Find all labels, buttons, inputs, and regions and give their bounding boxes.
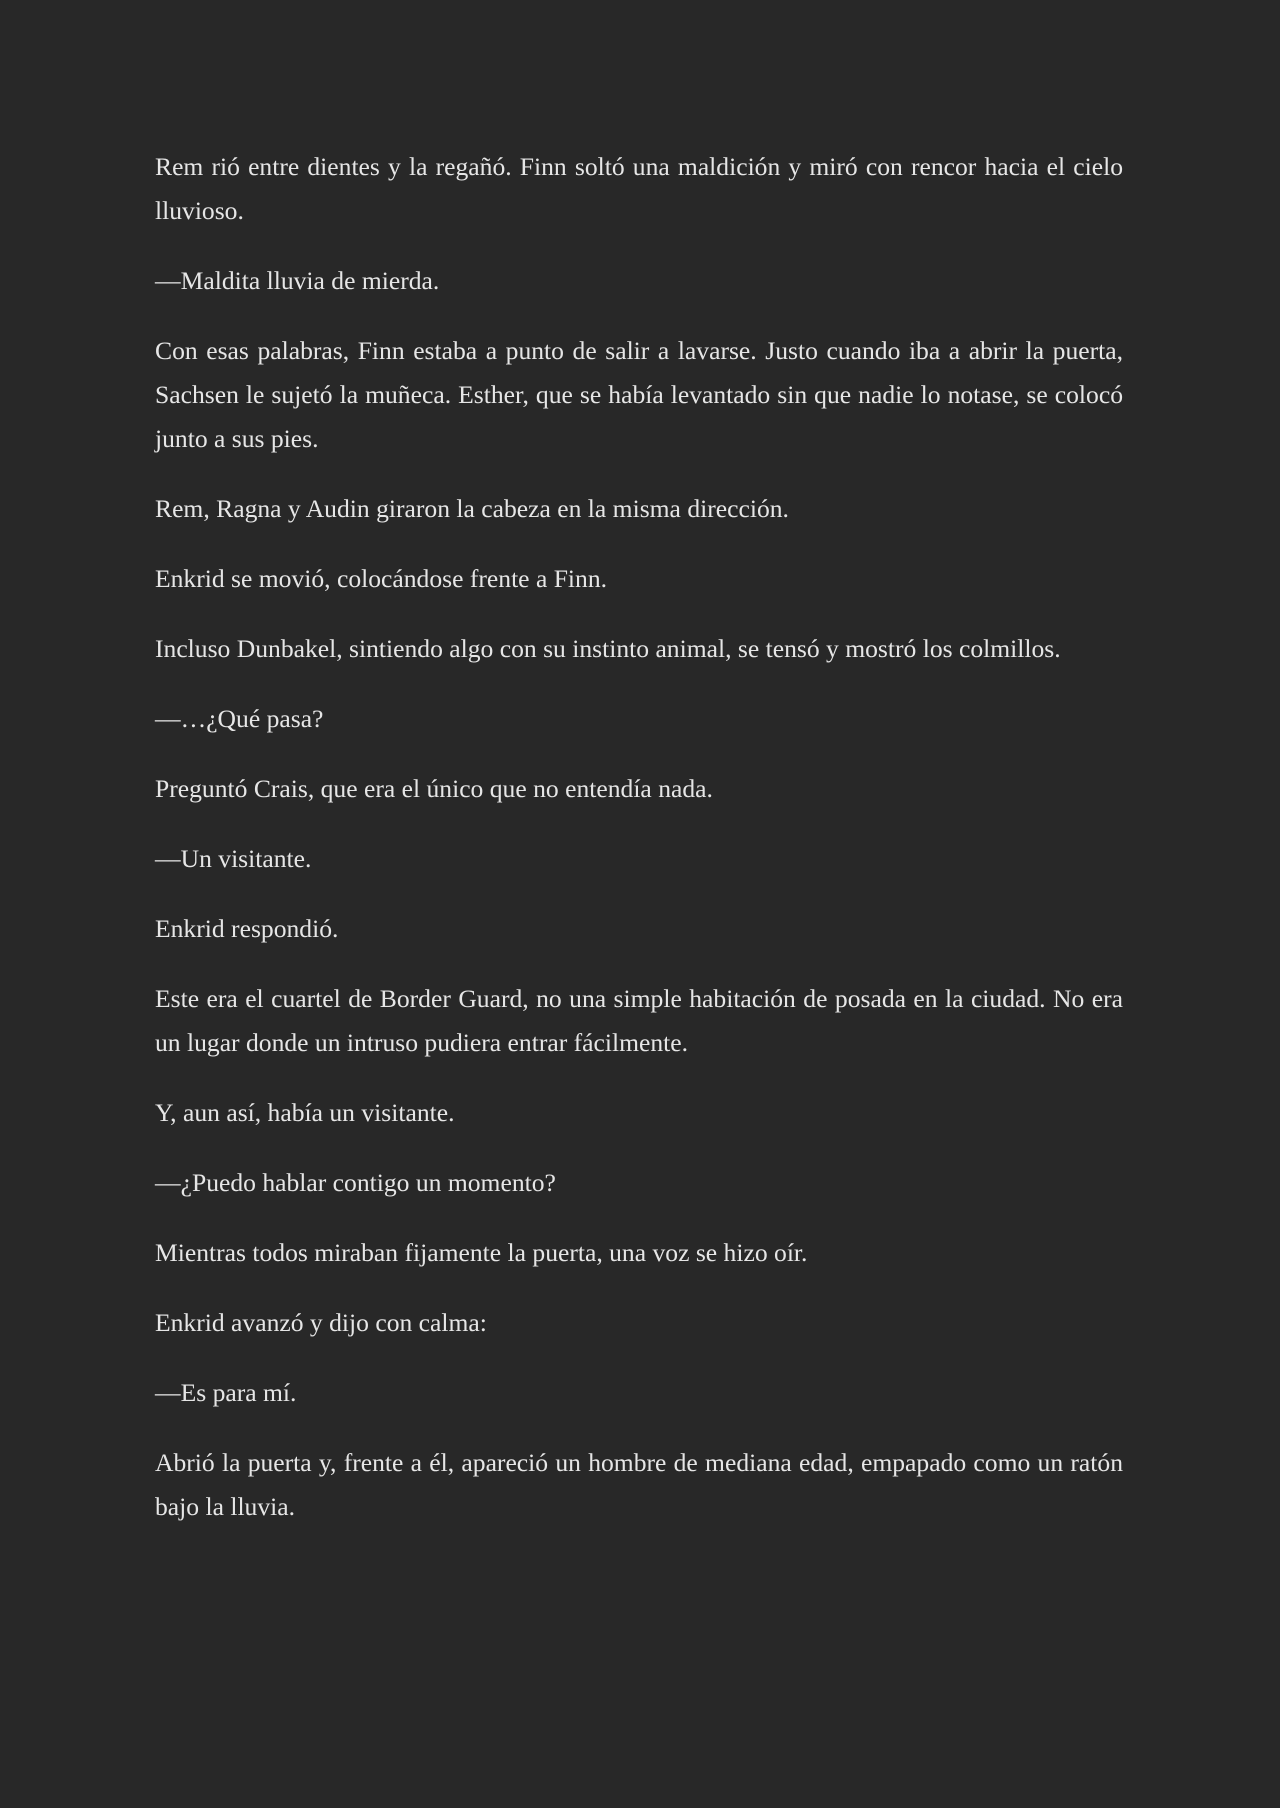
paragraph: —¿Puedo hablar contigo un momento?	[155, 1168, 556, 1197]
paragraph: Enkrid se movió, colocándose frente a Finn.	[155, 564, 608, 593]
reader-content	[155, 145, 1123, 1555]
paragraph: Incluso Dunbakel, sintiendo algo con su instinto animal, se tensó y mostró los colmillos.	[155, 634, 1061, 663]
paragraph: —Un visitante.	[155, 844, 312, 873]
paragraph: Mientras todos miraban fijamente la puerta, una voz se hizo oír.	[155, 1238, 808, 1267]
paragraph: Este era el cuartel de Border Guard, no una simple habitación de posada en la ciudad. No era un lugar donde un intruso pudiera entrar fácilmente.	[155, 984, 1123, 1057]
paragraph: Con esas palabras, Finn estaba a punto de salir a lavarse. Justo cuando iba a abrir la puerta, Sachsen le sujetó la muñeca. Esther, que se había levantado sin que nadie lo notase, se colocó junto a sus pies.	[155, 336, 1123, 453]
paragraph: Enkrid avanzó y dijo con calma:	[155, 1308, 487, 1337]
paragraph: —Es para mí.	[155, 1378, 297, 1407]
paragraph: Preguntó Crais, que era el único que no entendía nada.	[155, 774, 713, 803]
paragraph: Y, aun así, había un visitante.	[155, 1098, 455, 1127]
paragraph: —Maldita lluvia de mierda.	[155, 266, 440, 295]
paragraph: Rem, Ragna y Audin giraron la cabeza en la misma dirección.	[155, 494, 789, 523]
paragraph: Enkrid respondió.	[155, 914, 339, 943]
paragraph: —…¿Qué pasa?	[155, 704, 324, 733]
paragraph: Abrió la puerta y, frente a él, apareció un hombre de mediana edad, empapado como un ratón bajo la lluvia.	[155, 1448, 1123, 1521]
paragraph: Rem rió entre dientes y la regañó. Finn soltó una maldición y miró con rencor hacia el cielo lluvioso.	[155, 152, 1123, 225]
